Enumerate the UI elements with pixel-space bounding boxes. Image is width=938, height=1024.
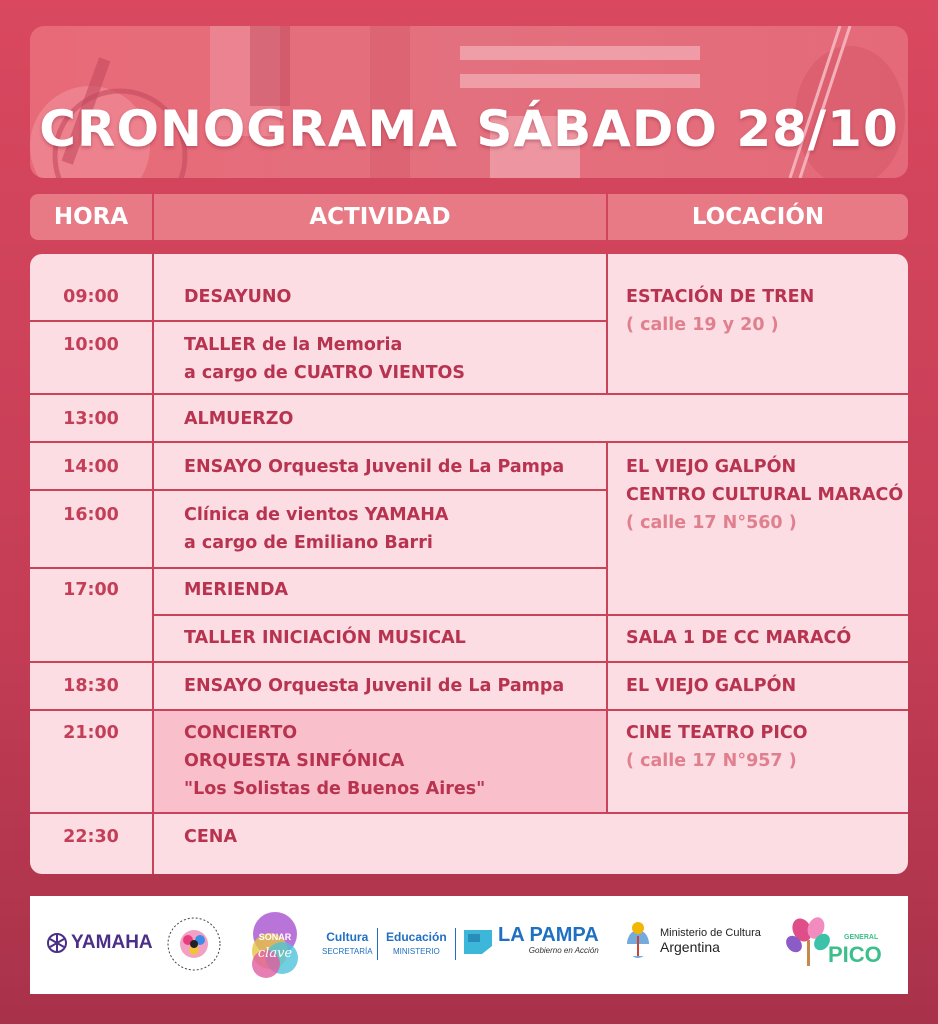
activity-taller-iniciacion: TALLER INICIACIÓN MUSICAL bbox=[184, 628, 466, 648]
time-2230: 22:30 bbox=[63, 827, 119, 847]
activity-line: ORQUESTA SINFÓNICA bbox=[184, 751, 405, 771]
coat-of-arms-icon bbox=[624, 920, 652, 962]
activity-concierto bbox=[154, 719, 485, 803]
yamaha-logo bbox=[46, 932, 153, 954]
time-1000: 10:00 bbox=[63, 335, 119, 355]
activity-ensayo-1400: ENSAYO Orquesta Juvenil de La Pampa bbox=[184, 457, 565, 477]
time-1700: 17:00 bbox=[63, 580, 119, 600]
activity-clinica bbox=[154, 501, 448, 557]
yamaha-tuning-fork-icon bbox=[46, 932, 68, 954]
time-1300: 13:00 bbox=[63, 409, 119, 429]
location-address: ( calle 19 y 20 ) bbox=[626, 315, 779, 335]
general-pico-logo bbox=[786, 916, 892, 972]
pico-tree-icon bbox=[786, 916, 834, 968]
cultura-text: Cultura bbox=[326, 930, 369, 944]
time-2100: 21:00 bbox=[63, 723, 119, 743]
location-estacion bbox=[626, 283, 814, 339]
sonar-clave-logo bbox=[248, 906, 302, 982]
schedule-table bbox=[30, 254, 908, 874]
activity-almuerzo: ALMUERZO bbox=[184, 409, 294, 429]
time-1600: 16:00 bbox=[63, 505, 119, 525]
la-pampa-text: LA PAMPA bbox=[498, 924, 599, 946]
page-title: CRONOGRAMA SÁBADO 28/10 bbox=[39, 100, 899, 158]
activity-taller-memoria bbox=[154, 331, 465, 387]
sonar-text: SONAR bbox=[258, 932, 292, 942]
location-sala1: SALA 1 DE CC MARACÓ bbox=[626, 628, 852, 648]
location-cine-teatro bbox=[626, 719, 808, 775]
cultura-sub: SECRETARÍA bbox=[322, 947, 373, 956]
association-logo bbox=[166, 916, 222, 977]
location-name: CINE TEATRO PICO bbox=[626, 723, 808, 743]
educacion-logo bbox=[386, 930, 447, 956]
la-pampa-sub: Gobierno en Acción bbox=[528, 946, 599, 955]
activity-line: a cargo de CUATRO VIENTOS bbox=[184, 363, 465, 383]
activity-line: Clínica de vientos YAMAHA bbox=[184, 505, 449, 525]
pico-text: PICO bbox=[828, 942, 882, 967]
activity-line: CONCIERTO bbox=[184, 723, 298, 743]
location-name: CENTRO CULTURAL MARACÓ bbox=[626, 485, 904, 505]
activity-line: a cargo de Emiliano Barri bbox=[184, 533, 433, 553]
header-hora: HORA bbox=[30, 194, 152, 240]
activity-ensayo-1830: ENSAYO Orquesta Juvenil de La Pampa bbox=[184, 676, 565, 696]
location-name: EL VIEJO GALPÓN bbox=[626, 457, 797, 477]
yamaha-text: YAMAHA bbox=[71, 932, 153, 953]
activity-desayuno: DESAYUNO bbox=[184, 287, 292, 307]
location-viejo-galpon-2: EL VIEJO GALPÓN bbox=[626, 676, 797, 696]
location-viejo-galpon bbox=[626, 453, 903, 537]
educacion-sub: MINISTERIO bbox=[393, 947, 440, 956]
location-address: ( calle 17 N°560 ) bbox=[626, 513, 797, 533]
educacion-text: Educación bbox=[386, 930, 447, 944]
activity-line: TALLER de la Memoria bbox=[184, 335, 403, 355]
activity-merienda: MERIENDA bbox=[184, 580, 289, 600]
location-name: ESTACIÓN DE TREN bbox=[626, 287, 815, 307]
la-pampa-map-icon bbox=[462, 924, 494, 956]
pico-general-text: GENERAL bbox=[844, 934, 879, 941]
title-banner bbox=[30, 26, 908, 178]
clave-text: clave bbox=[257, 946, 293, 961]
la-pampa-logo bbox=[462, 924, 599, 956]
location-address: ( calle 17 N°957 ) bbox=[626, 751, 797, 771]
activity-cena: CENA bbox=[184, 827, 237, 847]
argentina-text: Argentina bbox=[660, 939, 720, 955]
header-actividad: ACTIVIDAD bbox=[154, 194, 606, 240]
time-1830: 18:30 bbox=[63, 676, 119, 696]
sponsors-strip bbox=[30, 896, 908, 994]
time-0900: 09:00 bbox=[63, 287, 119, 307]
cultura-logo bbox=[322, 930, 373, 956]
ministerio-text: Ministerio de Cultura bbox=[660, 927, 761, 939]
time-1400: 14:00 bbox=[63, 457, 119, 477]
header-locacion: LOCACIÓN bbox=[608, 194, 908, 240]
ministerio-logo bbox=[624, 920, 761, 962]
activity-line: "Los Solistas de Buenos Aires" bbox=[184, 779, 486, 799]
